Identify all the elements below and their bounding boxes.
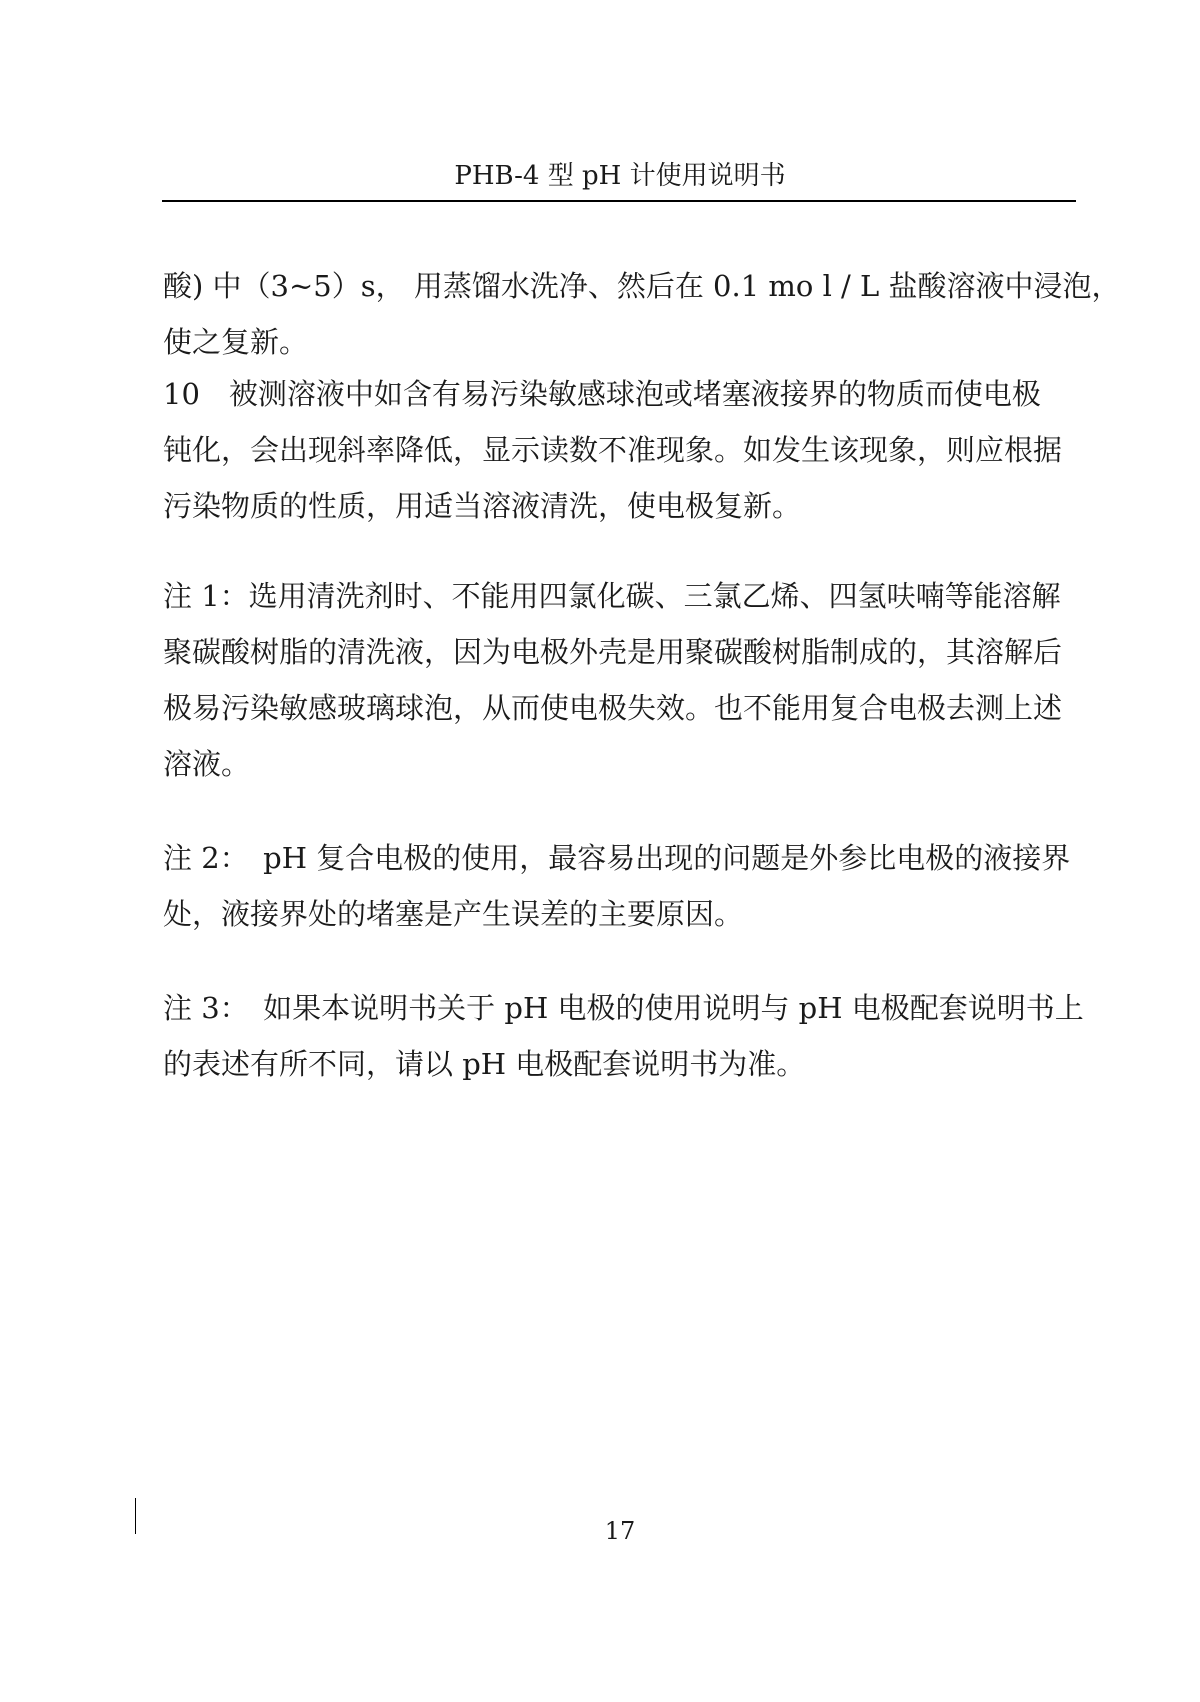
- text-line: 注 2： pH 复合电极的使用，最容易出现的问题是外参比电极的液接界: [163, 841, 1071, 875]
- page-header-title: PHB-4 型 pH 计使用说明书: [454, 161, 786, 191]
- text-line: 10 被测溶液中如含有易污染敏感球泡或堵塞液接界的物质而使电极: [163, 377, 1041, 411]
- text-line: 酸) 中（3~5）s， 用蒸馏水洗净、然后在 0.1 mo l / L 盐酸溶液中浸泡，: [163, 269, 1121, 303]
- note-3: [163, 980, 1084, 1092]
- header-divider: [162, 200, 1076, 202]
- text-line: 钝化，会出现斜率降低，显示读数不准现象。如发生该现象，则应根据: [163, 433, 1063, 467]
- text-line: 聚碳酸树脂的清洗液，因为电极外壳是用聚碳酸树脂制成的，其溶解后: [163, 635, 1063, 669]
- note-1: [163, 568, 1075, 792]
- text-line: 污染物质的性质，用适当溶液清洗，使电极复新。: [163, 489, 802, 523]
- text-line: 极易污染敏感玻璃球泡，从而使电极失效。也不能用复合电极去测上述: [163, 691, 1063, 725]
- binding-margin-mark: [135, 1498, 136, 1534]
- paragraph-continuation: [163, 258, 1121, 370]
- text-line: 使之复新。: [163, 325, 309, 359]
- paragraph-item-10: [163, 366, 1075, 534]
- text-line: 的表述有所不同，请以 pH 电极配套说明书为准。: [163, 1047, 806, 1081]
- text-line: 溶液。: [163, 747, 251, 781]
- text-line: 处，液接界处的堵塞是产生误差的主要原因。: [163, 897, 744, 931]
- text-line: 注 1：选用清洗剂时、不能用四氯化碳、三氯乙烯、四氢呋喃等能溶解: [163, 579, 1061, 613]
- text-line: 注 3： 如果本说明书关于 pH 电极的使用说明与 pH 电极配套说明书上: [163, 991, 1084, 1025]
- note-2: [163, 830, 1075, 942]
- page-number: 17: [604, 1517, 636, 1545]
